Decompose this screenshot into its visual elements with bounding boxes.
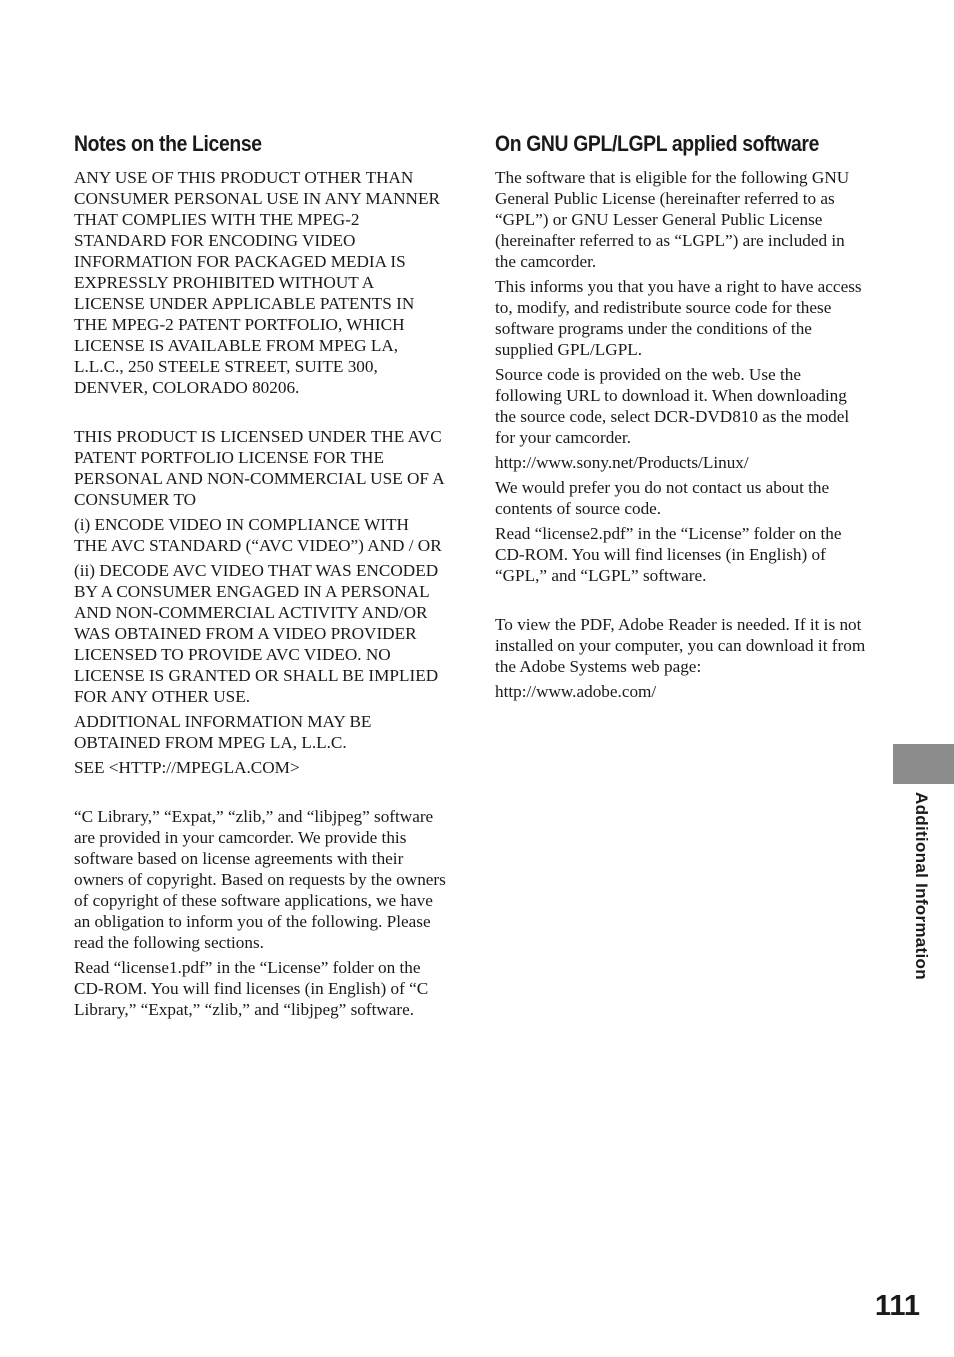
page-number: 111 xyxy=(874,1290,920,1322)
mpeg2-license-notice: ANY USE OF THIS PRODUCT OTHER THAN CONSUMER PERSONAL USE IN ANY MANNER THAT COMPLIES WITH THE MPEG-2 STANDARD FOR ENCODING VIDEO INFORMATION FOR PACKAGED MEDIA IS EXPRESSLY PROHIBITED WITHOUT A LICENSE UNDER APPLICABLE PATENTS IN THE MPEG-2 PATENT PORTFOLIO, WHICH LICENSE IS AVAILABLE FROM MPEG LA, L.L.C., 250 STEELE STREET, SUITE 300, DENVER, COLORADO 80206. xyxy=(74,168,440,397)
avc-additional-info: ADDITIONAL INFORMATION MAY BE OBTAINED FROM MPEG LA, L.L.C. xyxy=(74,712,372,752)
source-code-paragraph: Source code is provided on the web. Use the following URL to download it. When downloading the source code, select DCR-DVD810 as the model for your camcorder. xyxy=(495,365,850,447)
adobe-reader-paragraph: To view the PDF, Adobe Reader is needed. If it is not installed on your computer, you can download it from the Adobe Systems web page: xyxy=(495,615,866,676)
gpl-eligible-paragraph: The software that is eligible for the following GNU General Public License (hereinafter referred to as “GPL”) or GNU Lesser General Public License (hereinafter referred to as “LGPL”) are included in the camcorder. xyxy=(495,168,850,271)
left-column xyxy=(74,130,446,1024)
section-tab-marker xyxy=(893,744,954,784)
avc-license-item-encode: (i) ENCODE VIDEO IN COMPLIANCE WITH THE AVC STANDARD (“AVC VIDEO”) AND / OR xyxy=(74,515,442,555)
libraries-read-license: Read “license1.pdf” in the “License” folder on the CD-ROM. You will find licenses (in English) of “C Library,” “Expat,” “zlib,” and “libjpeg” software. xyxy=(74,958,429,1019)
license2-paragraph: Read “license2.pdf” in the “License” folder on the CD-ROM. You will find licenses (in English) of “GPL,” and “LGPL” software. xyxy=(495,524,842,585)
notes-on-license-heading: Notes on the License xyxy=(74,131,262,156)
gnu-gpl-heading: On GNU GPL/LGPL applied software xyxy=(495,131,819,156)
right-column xyxy=(495,130,867,706)
sony-linux-url: http://www.sony.net/Products/Linux/ xyxy=(495,453,749,472)
section-tab-label: Additional Information xyxy=(912,792,931,980)
adobe-url: http://www.adobe.com/ xyxy=(495,682,657,701)
avc-license-item-decode: (ii) DECODE AVC VIDEO THAT WAS ENCODED BY A CONSUMER ENGAGED IN A PERSONAL AND NON-COMMERCIAL ACTIVITY AND/OR WAS OBTAINED FROM A VIDEO PROVIDER LICENSED TO PROVIDE AVC VIDEO. NO LICENSE IS GRANTED OR SHALL BE IMPLIED FOR ANY OTHER USE. xyxy=(74,561,439,706)
gpl-rights-paragraph: This informs you that you have a right to have access to, modify, and redistribute source code for these software programs under the conditions of the supplied GPL/LGPL. xyxy=(495,277,862,359)
avc-see-link: SEE <HTTP://MPEGLA.COM> xyxy=(74,758,300,777)
avc-license-intro: THIS PRODUCT IS LICENSED UNDER THE AVC PATENT PORTFOLIO LICENSE FOR THE PERSONAL AND NON-COMMERCIAL USE OF A CONSUMER TO xyxy=(74,427,444,509)
libraries-intro: “C Library,” “Expat,” “zlib,” and “libjpeg” software are provided in your camcorder. We provide this software based on license agreements with their owners of copyright. Based on requests by the owners of copyright of these software applications, we have an obligation to inform you of the following. Please read the following sections. xyxy=(74,807,446,952)
no-contact-paragraph: We would prefer you do not contact us about the contents of source code. xyxy=(495,478,830,518)
